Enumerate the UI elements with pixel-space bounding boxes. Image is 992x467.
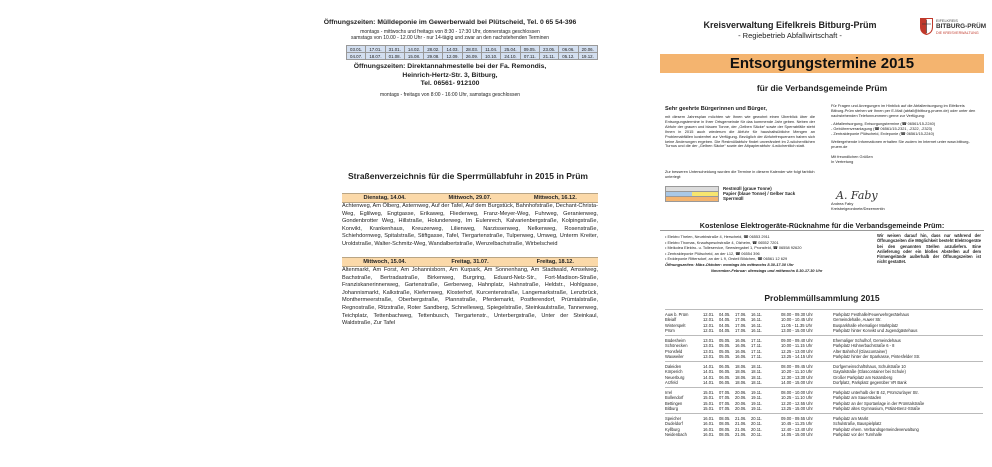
problem-date: 18.11. bbox=[751, 363, 763, 369]
problem-place: Schönecken bbox=[665, 343, 688, 348]
saturday-date-cell: 14.02. bbox=[404, 46, 423, 53]
problem-place: Speicher bbox=[665, 415, 682, 421]
problem-date: 16.01. bbox=[703, 415, 715, 421]
problem-date: 07.05. bbox=[719, 400, 731, 406]
problem-time: 12.20 - 12.55 Uhr bbox=[781, 400, 813, 406]
problem-date: 18.06. bbox=[735, 369, 747, 374]
problem-date: 19.11. bbox=[751, 395, 763, 400]
problem-place: Bitburg bbox=[665, 406, 678, 411]
elektro-hours-1: Öffnungszeiten: März-Oktober: montags bis mittwochs 8.30-17.30 Uhr bbox=[665, 261, 794, 267]
problem-time: 10.00 - 10.45 Uhr bbox=[781, 317, 813, 322]
problem-location: Parkplatz unterhalb der B 42, Prümzurlayer Str. bbox=[833, 389, 919, 395]
problem-date: 05.05. bbox=[719, 343, 731, 348]
signature-block bbox=[831, 202, 885, 212]
problem-date: 20.11. bbox=[751, 432, 763, 437]
problem-date: 14.01. bbox=[703, 374, 715, 380]
legend-label-sperrmuell: Sperrmüll bbox=[723, 196, 744, 201]
problem-date: 16.01. bbox=[703, 421, 715, 426]
problem-group bbox=[665, 361, 983, 387]
problem-date: 16.01. bbox=[703, 432, 715, 437]
saturday-date-cell: 06.06. bbox=[559, 46, 578, 53]
legend-sperrmuell bbox=[665, 196, 815, 201]
saturday-date-cell: 26.09. bbox=[462, 53, 481, 60]
problem-date: 18.11. bbox=[751, 380, 763, 385]
legend-label-restmuell: Restmüll (graue Tonne) bbox=[723, 186, 772, 191]
problem-date: 04.05. bbox=[719, 328, 731, 333]
problem-date: 20.11. bbox=[751, 415, 763, 421]
problem-date: 05.05. bbox=[719, 337, 731, 343]
saturday-date-cell: 19.12. bbox=[578, 53, 597, 60]
problem-group bbox=[665, 387, 983, 413]
signature: A. Faby bbox=[836, 189, 878, 202]
saturday-date-cell: 31.01. bbox=[385, 46, 404, 53]
problem-place: Dudeldorf bbox=[665, 421, 683, 426]
problem-date: 20.06. bbox=[735, 406, 747, 411]
problem-place: Pronsfeld bbox=[665, 348, 683, 354]
saturday-date-cell: 04.07. bbox=[347, 53, 366, 60]
problem-group bbox=[665, 309, 983, 335]
problem-date: 16.06. bbox=[735, 337, 747, 343]
saturday-date-cell: 14.03. bbox=[443, 46, 462, 53]
elektro-note: Wir weisen darauf hin, dass nur während der Öffnungszeiten die Möglichkeit besteht Elektrogeräte bei den genannten Stellen anzuliefern. Eine Anlieferung oder ein bloßes Abstellen auf dem Firmengelände außerhalb der Öffnungszeiten ist nicht gestattet. bbox=[877, 233, 981, 265]
problem-date: 16.06. bbox=[735, 354, 747, 359]
problem-row bbox=[665, 432, 983, 438]
problem-date: 04.05. bbox=[719, 322, 731, 328]
problem-time: 13.00 - 15.00 Uhr bbox=[781, 328, 813, 333]
street-heading: Straßenverzeichnis für die Sperrmüllabfuhr in 2015 in Prüm bbox=[348, 171, 588, 181]
letter-closing-2: In Vertretung bbox=[831, 159, 854, 165]
problem-date: 14.01. bbox=[703, 369, 715, 374]
problem-date: 18.06. bbox=[735, 374, 747, 380]
problem-date: 12.01. bbox=[703, 311, 715, 317]
problem-place: Daleiden bbox=[665, 363, 682, 369]
group1-streets: Achtenweg, Am Ölberg, Asternweg, Auf der Tafel, Auf dem Burgstück, Bahnhofstraße, Dechant-Christa-Weg, Eglilweg, Engtgasse, Erikaweg, Fliederweg, Franz-Meyer-Weg, Fuhrweg, Geranienweg, Gondenbrotter Weg, Hillstraße, Holunderweg, Im Eulenrech, Kalvarienbergstraße, Kolpingstraße, Konvikt, Krankenhaus, Kreuzerweg, Lilienweg, Narzissenweg, Nelkenweg, Rosenstraße, Schiehdornweg, Spitalstraße, Stiftgasse, Tafel, Tiergartenstraße, Tulpenweg, Umweg, Unterm Kreiter, Uroldstraße, Walter-Schmitz-Weg, Wandalbertstraße, Wenzelbachstraße, Wirbelscheid bbox=[342, 203, 598, 247]
problem-place: Bleialf bbox=[665, 317, 677, 322]
problem-time: 10.00 - 11.15 Uhr bbox=[781, 343, 813, 348]
problem-place: Winterspelt bbox=[665, 322, 686, 328]
saturday-dates-table bbox=[346, 45, 598, 60]
main-title: Entsorgungstermine 2015 bbox=[660, 54, 984, 73]
logo-small: EIFELKREIS bbox=[936, 19, 958, 23]
problem-location: Gemeindehalle, Auwer Str. bbox=[833, 317, 882, 322]
problem-place: Neuerburg bbox=[665, 374, 685, 380]
kreis-logo bbox=[920, 18, 988, 42]
elektro-title: Kostenlose Elektrogeräte-Rücknahme für die Verbandsgemeinde Prüm: bbox=[660, 221, 984, 231]
problem-date: 14.01. bbox=[703, 363, 715, 369]
saturday-date-cell: 20.06. bbox=[578, 46, 597, 53]
problem-date: 17.06. bbox=[735, 317, 747, 322]
problem-date: 20.06. bbox=[735, 395, 747, 400]
problem-time: 12.30 - 13.30 Uhr bbox=[781, 374, 813, 380]
problem-date: 04.05. bbox=[719, 311, 731, 317]
problem-time: 12.40 - 13.40 Uhr bbox=[781, 426, 813, 432]
problem-date: 13.01. bbox=[703, 348, 715, 354]
deponie-opening-line2: samstags von 10.00 - 12.00 Uhr - nur 14-tägig und zwar an den nachstehenden Terminen bbox=[350, 35, 550, 41]
problem-date: 12.01. bbox=[703, 317, 715, 322]
problem-date: 17.11. bbox=[751, 343, 763, 348]
problem-date: 08.05. bbox=[719, 415, 731, 421]
legend-label-papier: Papier (blaue Tonne) / Gelber Sack bbox=[723, 191, 796, 196]
problem-date: 19.11. bbox=[751, 400, 763, 406]
logo-line: DIE KREISVERWALTUNG bbox=[936, 31, 979, 35]
remondis-title-line1: Öffnungszeiten: Direktannahmestelle bei der Fa. Remondis, bbox=[353, 63, 547, 70]
problem-location: Gaytalstraße (Glascontainer bei Schule) bbox=[833, 369, 906, 374]
letter-greeting: Sehr geehrte Bürgerinnen und Bürger, bbox=[665, 106, 767, 112]
problem-date: 15.01. bbox=[703, 406, 715, 411]
problem-time: 14.00 - 15.00 Uhr bbox=[781, 380, 813, 385]
problem-place: Arzfeld bbox=[665, 380, 678, 385]
saturday-date-cell: 11.04. bbox=[482, 46, 501, 53]
problem-place: Büdesheim bbox=[665, 337, 686, 343]
color-legend bbox=[665, 186, 815, 201]
problem-location: Dorfplatz, Parkplatz gegenüber VR Bank bbox=[833, 380, 907, 385]
dates-row bbox=[347, 53, 598, 60]
problem-location: Busparkhalle ehemaliger Marktplatz bbox=[833, 322, 899, 328]
saturday-date-cell: 17.01. bbox=[366, 46, 385, 53]
group2-date-2: Freitag, 31.07. bbox=[451, 259, 489, 265]
problem-place: Bettingen bbox=[665, 400, 683, 406]
problem-location: Ehemaliger Schulhof, Gemeindehaus bbox=[833, 337, 901, 343]
letter-more-info: Weitergehende Informationen erhalten Sie zudem im Internet unter www.bitburg-pruem.de bbox=[831, 139, 970, 150]
problem-date: 17.06. bbox=[735, 322, 747, 328]
header-sub: - Regiebetrieb Abfallwirtschaft - bbox=[738, 31, 842, 40]
problem-location: Parkplatz am Markt bbox=[833, 415, 869, 421]
problem-date: 18.11. bbox=[751, 374, 763, 380]
remondis-opening-title bbox=[330, 63, 570, 89]
problem-time: 09.00 - 09.40 Uhr bbox=[781, 337, 813, 343]
problem-date: 19.11. bbox=[751, 406, 763, 411]
problem-date: 18.06. bbox=[735, 363, 747, 369]
remondis-opening-line: montags - freitags von 8:00 - 16:00 Uhr, samstags geschlossen bbox=[379, 92, 521, 98]
problem-date: 19.11. bbox=[751, 389, 763, 395]
elektro-list bbox=[665, 234, 870, 273]
problem-date: 16.11. bbox=[751, 317, 763, 322]
elektro-item-1: • Elektro Thelen, Neurbbstraße 4, Herscheid, ☎ 06553 2911 bbox=[665, 234, 770, 239]
problem-date: 05.05. bbox=[719, 348, 731, 354]
letter-hint: Zur besseren Unterscheidung wurden die Termine in diesem Kalender wie folgt farblich unterlegt: bbox=[665, 169, 815, 179]
problem-time: 09.00 - 09.55 Uhr bbox=[781, 415, 813, 421]
problem-date: 04.05. bbox=[719, 317, 731, 322]
problem-date: 06.05. bbox=[719, 363, 731, 369]
saturday-date-cell: 23.05. bbox=[539, 46, 558, 53]
group2-date-1: Mittwoch, 15.04. bbox=[363, 259, 407, 265]
saturday-date-cell: 09.05. bbox=[520, 46, 539, 53]
problem-date: 05.05. bbox=[719, 354, 731, 359]
elektro-item-2: • Elektro Thomas, Knaufspeschstraße 4, Olzheim, ☎ 06552 7201 bbox=[665, 239, 779, 245]
problem-date: 06.05. bbox=[719, 380, 731, 385]
problem-time: 13.25 - 15.00 Uhr bbox=[781, 406, 813, 411]
letter-right-column bbox=[831, 104, 979, 165]
saturday-date-cell: 07.11. bbox=[520, 53, 539, 60]
problem-time: 13.25 - 14.15 Uhr bbox=[781, 354, 813, 359]
problem-date: 17.11. bbox=[751, 354, 763, 359]
problem-date: 14.01. bbox=[703, 380, 715, 385]
problem-group bbox=[665, 335, 983, 361]
problem-time: 08.00 - 10.00 Uhr bbox=[781, 389, 813, 395]
problem-place: Bollendorf bbox=[665, 395, 684, 400]
deponie-opening-title: Öffnungszeiten: Mülldeponie im Gewerberwald bei Plütscheid, Tel. 0 65 54-396 bbox=[323, 19, 577, 26]
problem-place: Waxweiler bbox=[665, 354, 684, 359]
problem-date: 12.01. bbox=[703, 328, 715, 333]
problem-date: 17.06. bbox=[735, 311, 747, 317]
problem-date: 16.11. bbox=[751, 328, 763, 333]
problem-date: 08.05. bbox=[719, 426, 731, 432]
group1-date-3: Mittwoch, 16.12. bbox=[533, 195, 577, 201]
problem-location: Parkplatz an der Sportanlage in der Prümtalstraße bbox=[833, 400, 925, 406]
problem-date: 20.11. bbox=[751, 421, 763, 426]
saturday-date-cell: 24.10. bbox=[501, 53, 520, 60]
problem-place: Körperich bbox=[665, 369, 683, 374]
elektro-item-5: • Erddeponie Rittersdorf, an der L 9, Orsteil Bildchen, ☎ 06561 12 629 bbox=[665, 256, 788, 262]
problem-time: 10.25 - 11.10 Uhr bbox=[781, 395, 813, 400]
problem-group bbox=[665, 413, 983, 439]
problem-place: Kyllburg bbox=[665, 426, 680, 432]
problem-place: Neidenbach bbox=[665, 432, 687, 437]
problem-date: 08.05. bbox=[719, 421, 731, 426]
problem-date: 17.06. bbox=[735, 328, 747, 333]
problem-location: Dorfgemeinschaftshaus, Schulstraße 10 bbox=[833, 363, 906, 369]
saturday-date-cell: 29.08. bbox=[424, 53, 443, 60]
saturday-date-cell: 03.01. bbox=[347, 46, 366, 53]
problem-date: 21.06. bbox=[735, 415, 747, 421]
elektro-hours-2: November-Februar: dienstags und mittwochs 8.30-17.30 Uhr bbox=[711, 267, 823, 273]
problem-time: 10.20 - 11.10 Uhr bbox=[781, 369, 813, 374]
problem-time: 14.05 - 15.00 Uhr bbox=[781, 432, 813, 437]
problem-date: 21.06. bbox=[735, 421, 747, 426]
problem-date: 06.05. bbox=[719, 369, 731, 374]
saturday-date-cell: 01.08. bbox=[385, 53, 404, 60]
problem-location: Parkplatz hinter Konvikt und Jugendgästehaus bbox=[833, 328, 918, 333]
saturday-date-cell: 28.03. bbox=[462, 46, 481, 53]
problem-row bbox=[665, 354, 983, 360]
problem-row bbox=[665, 380, 983, 386]
main-subtitle: für die Verbandsgemeinde Prüm bbox=[756, 83, 888, 93]
group2-date-bar bbox=[342, 257, 598, 267]
problem-title: Problemmüllsammlung 2015 bbox=[764, 293, 880, 303]
group1-date-bar bbox=[342, 193, 598, 203]
problem-date: 20.11. bbox=[751, 426, 763, 432]
problem-date: 20.06. bbox=[735, 389, 747, 395]
logo-big: BITBURG-PRÜM bbox=[936, 23, 987, 30]
elektro-item-4: • Zentraldeponie Plütscheid, an der L12, ☎ 06554 396 bbox=[665, 250, 760, 256]
legend-swatch-sperrmuell bbox=[665, 196, 719, 202]
problem-date: 17.11. bbox=[751, 337, 763, 343]
saturday-date-cell: 05.12. bbox=[559, 53, 578, 60]
letter-closing: Mit freundlichen Grüßen bbox=[831, 154, 873, 160]
group2-streets: Altenmarkt, Am Forst, Am Johannisborn, Am Kurpark, Am Sonnenhang, Am Stadtwald, Amselweg, Bachstraße, Bertradastraße, Birkenweg, Burgring, Eduard-Nelz-Str., Fort-Madison-Straße, Franziskanerinnenweg, Gartenstraße, Gerberweg, Hahnplatz, Hahnstraße, Heldstr., Hohlgasse, Johannismarkt, Kalkstraße, Kiefernweg, Klosterhof, Kurcentenstraße, Langemarkstraße, Lenzbrück, Monthermeerstraße, Oberbergstraße, Plannstraße, Pferdemarkt, Postferendorf, Prümtalstraße, Regnostraße, Ritzstraße, Roter Sandberg, Schnelleweg, Spiegelstraße, Steinkaulstraße, Tannenweg, Teichplatz, Tettenbachweg, Tettenbusch, Tiergartenstr., Unterbergstraße, Unter der Steinkaul, Waldstraße, Zur Tafel bbox=[342, 267, 598, 327]
problem-time: 12.25 - 13.00 Uhr bbox=[781, 348, 813, 354]
remondis-title-line3: Tel. 06561- 912100 bbox=[420, 80, 480, 88]
problem-date: 18.11. bbox=[751, 369, 763, 374]
problem-date: 17.11. bbox=[751, 348, 763, 354]
problem-place: Auw b. Prüm bbox=[665, 311, 689, 317]
problem-date: 15.01. bbox=[703, 400, 715, 406]
problem-location: Parkplatz altes Gymnasium, Prälat-Benz-Straße bbox=[833, 406, 921, 411]
problem-time: 11.05 - 11.35 Uhr bbox=[781, 322, 813, 328]
problem-row bbox=[665, 406, 983, 412]
saturday-date-cell: 10.10. bbox=[482, 53, 501, 60]
saturday-date-cell: 15.08. bbox=[404, 53, 423, 60]
letter-body: mit diesem Jahresplan möchten wir Ihnen wie gewohnt einen Überblick über die Entsorgungstermine in Ihrer Ortsgemeinde für das kommende Jahr geben. Neben der Abfuhr der grauen und blauen Tonne, der „Gelben Säcke“ sowie der Sperrabfälle steht Ihnen in 2015 auch wiederum die Abfuhr für haushaltsübliche Mengen an Problemabfällen kostenfrei zur Verfügung. Bezüglich der Abfuhrfrequenzen haben sich keine Änderungen ergeben. Die Restmüllabfuhr findet unverändert im 2-wöchentlichen Turnus und die der „Gelben Säcke“ sowie der Altpapierabfuhr 4-wöchentlich statt. bbox=[665, 114, 815, 149]
problem-date: 16.01. bbox=[703, 426, 715, 432]
problem-time: 10.45 - 11.25 Uhr bbox=[781, 421, 813, 426]
problem-date: 15.01. bbox=[703, 395, 715, 400]
problem-location: Parkplatz hinter der Sparkasse, Pintesfelder Str. bbox=[833, 354, 921, 359]
problem-date: 21.06. bbox=[735, 426, 747, 432]
problem-date: 16.11. bbox=[751, 311, 763, 317]
problem-location: Parkplatz vor der Turnhalle bbox=[833, 432, 882, 437]
group2-date-3: Freitag, 18.12. bbox=[536, 259, 574, 265]
problem-location: Großer Parkplatz am Notarsberg bbox=[833, 374, 893, 380]
letter-phone-1: - Abfallentsorgung, Entsorgungstermine (☎ 06561/15-2240) bbox=[831, 120, 936, 126]
problem-date: 15.01. bbox=[703, 389, 715, 395]
saturday-date-cell: 12.09. bbox=[443, 53, 462, 60]
problem-schedule bbox=[665, 309, 983, 439]
problem-place: Prüm bbox=[665, 328, 675, 333]
problem-date: 16.06. bbox=[735, 343, 747, 348]
letter-phone-2: - Gebührenveranlagung (☎ 06561/15-2321, -2322, -2323) bbox=[831, 125, 933, 131]
dates-row bbox=[347, 46, 598, 53]
coat-of-arms-icon bbox=[920, 18, 933, 35]
problem-date: 13.01. bbox=[703, 354, 715, 359]
problem-date: 07.05. bbox=[719, 395, 731, 400]
problem-date: 16.11. bbox=[751, 322, 763, 328]
problem-location: Schulstraße, Bauspielplatz bbox=[833, 421, 882, 426]
problem-date: 07.05. bbox=[719, 389, 731, 395]
problem-row bbox=[665, 328, 983, 334]
problem-location: Parkplatz Festhalle/Feuerwehrgerätehaus bbox=[833, 311, 910, 317]
group1-date-2: Mittwoch, 29.07. bbox=[448, 195, 492, 201]
letter-contact-text: Für Fragen und Anregungen im Hinblick auf die Abfallentsorgung im Eifelkreis Bitburg-Prüm stehen wir Ihnen per E-Mail (abfall@bitburg-pruem.de) oder unter den nachstehenden Telefonnummern gerne zur Verfügung: bbox=[831, 103, 976, 118]
group1-date-1: Dienstag, 14.04. bbox=[363, 195, 406, 201]
problem-time: 08.00 - 09.45 Uhr bbox=[781, 363, 813, 369]
problem-date: 16.06. bbox=[735, 348, 747, 354]
problem-date: 20.06. bbox=[735, 400, 747, 406]
letter-phone-3: - Zentraldeponie Plütscheid, Erdeponie (☎ 06561/15-2240) bbox=[831, 130, 935, 136]
problem-location: Parkplatz Hühnerbachstraße 6 - 8 bbox=[833, 343, 895, 348]
problem-location: Parkplatz ehem. Verbandsgemeindeverwaltung bbox=[833, 426, 919, 432]
problem-date: 07.05. bbox=[719, 406, 731, 411]
saturday-date-cell: 21.11. bbox=[539, 53, 558, 60]
problem-date: 06.05. bbox=[719, 374, 731, 380]
saturday-date-cell: 18.07. bbox=[366, 53, 385, 60]
problem-date: 08.05. bbox=[719, 432, 731, 437]
problem-date: 21.06. bbox=[735, 432, 747, 437]
problem-date: 18.06. bbox=[735, 380, 747, 385]
saturday-date-cell: 28.02. bbox=[424, 46, 443, 53]
remondis-title-line2: Heinrich-Hertz-Str. 3, Bitburg, bbox=[402, 71, 498, 79]
problem-place: Irrel bbox=[665, 389, 673, 395]
header-org: Kreisverwaltung Eifelkreis Bitburg-Prüm bbox=[703, 20, 877, 30]
signer-name: Andrea Faby bbox=[831, 201, 854, 206]
signer-role: Kreisbeigeordnete/Dezernentin bbox=[831, 205, 885, 211]
problem-location: Parkplatz am Sauerstaden bbox=[833, 395, 882, 400]
problem-date: 13.01. bbox=[703, 337, 715, 343]
problem-date: 12.01. bbox=[703, 322, 715, 328]
problem-date: 13.01. bbox=[703, 343, 715, 348]
saturday-date-cell: 25.04. bbox=[501, 46, 520, 53]
problem-time: 08.00 - 09.30 Uhr bbox=[781, 311, 813, 317]
elektro-item-3: • Meikolea Elektro- u. Tolleservice, Seewiergabel 1, Pronsfeld, ☎ 06558 92620 bbox=[665, 245, 802, 251]
deponie-opening-line1: montags - mittwochs und freitags von 8:30 - 17:30 Uhr, donnerstags geschlossen bbox=[360, 29, 540, 35]
problem-location: Alter Bahnhof (Glascontainer) bbox=[833, 348, 887, 354]
